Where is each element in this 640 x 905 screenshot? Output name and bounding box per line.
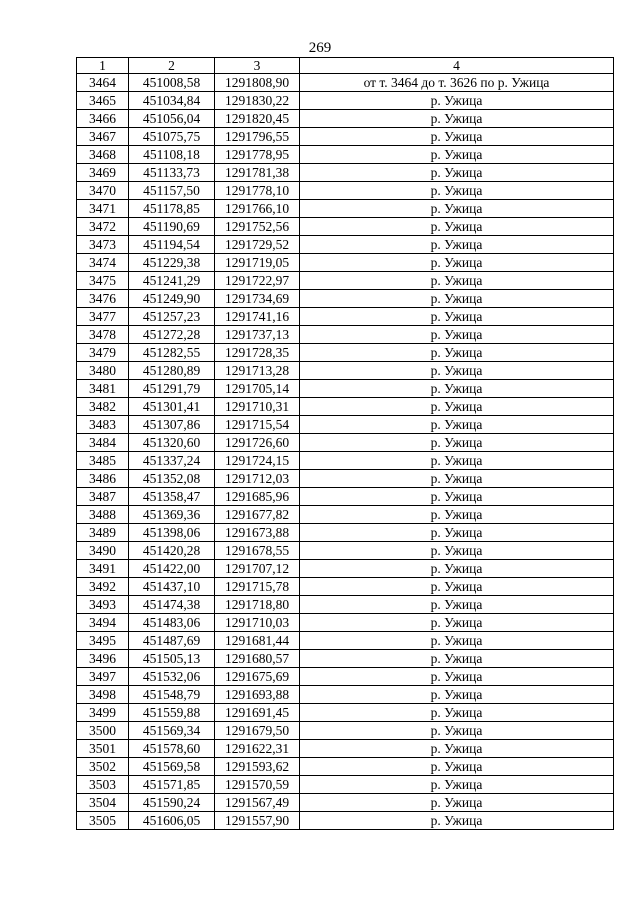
x-coordinate-cell: 451178,85 <box>129 200 215 218</box>
x-coordinate-cell: 451578,60 <box>129 740 215 758</box>
table-row <box>77 794 614 812</box>
y-coordinate-cell: 1291718,80 <box>215 596 300 614</box>
description-cell: р. Ужица <box>300 110 614 128</box>
description-cell: р. Ужица <box>300 506 614 524</box>
y-coordinate-cell: 1291808,90 <box>215 74 300 92</box>
y-coordinate-cell: 1291622,31 <box>215 740 300 758</box>
y-coordinate-cell: 1291673,88 <box>215 524 300 542</box>
x-coordinate-cell: 451133,73 <box>129 164 215 182</box>
description-cell: р. Ужица <box>300 254 614 272</box>
y-coordinate-cell: 1291741,16 <box>215 308 300 326</box>
y-coordinate-cell: 1291710,31 <box>215 398 300 416</box>
table-row <box>77 758 614 776</box>
table-row <box>77 290 614 308</box>
point-number-cell: 3473 <box>77 236 129 254</box>
table-row <box>77 722 614 740</box>
description-cell: р. Ужица <box>300 164 614 182</box>
point-number-cell: 3465 <box>77 92 129 110</box>
point-number-cell: 3475 <box>77 272 129 290</box>
x-coordinate-cell: 451422,00 <box>129 560 215 578</box>
column-header-3: 3 <box>215 58 300 74</box>
description-cell: р. Ужица <box>300 92 614 110</box>
table-row <box>77 380 614 398</box>
point-number-cell: 3489 <box>77 524 129 542</box>
description-cell: р. Ужица <box>300 362 614 380</box>
point-number-cell: 3495 <box>77 632 129 650</box>
table-row <box>77 110 614 128</box>
x-coordinate-cell: 451606,05 <box>129 812 215 830</box>
table-row <box>77 164 614 182</box>
table-row <box>77 488 614 506</box>
table-row <box>77 740 614 758</box>
x-coordinate-cell: 451559,88 <box>129 704 215 722</box>
point-number-cell: 3482 <box>77 398 129 416</box>
table-row <box>77 776 614 794</box>
y-coordinate-cell: 1291766,10 <box>215 200 300 218</box>
x-coordinate-cell: 451008,58 <box>129 74 215 92</box>
table-row <box>77 218 614 236</box>
x-coordinate-cell: 451571,85 <box>129 776 215 794</box>
table-row <box>77 686 614 704</box>
description-cell: р. Ужица <box>300 398 614 416</box>
point-number-cell: 3503 <box>77 776 129 794</box>
y-coordinate-cell: 1291681,44 <box>215 632 300 650</box>
point-number-cell: 3472 <box>77 218 129 236</box>
table-row <box>77 632 614 650</box>
table-row <box>77 560 614 578</box>
point-number-cell: 3470 <box>77 182 129 200</box>
x-coordinate-cell: 451282,55 <box>129 344 215 362</box>
y-coordinate-cell: 1291722,97 <box>215 272 300 290</box>
y-coordinate-cell: 1291737,13 <box>215 326 300 344</box>
table-row <box>77 344 614 362</box>
description-cell: р. Ужица <box>300 218 614 236</box>
table-row <box>77 254 614 272</box>
point-number-cell: 3499 <box>77 704 129 722</box>
page-number: 269 <box>308 40 332 56</box>
x-coordinate-cell: 451320,60 <box>129 434 215 452</box>
point-number-cell: 3504 <box>77 794 129 812</box>
y-coordinate-cell: 1291715,54 <box>215 416 300 434</box>
point-number-cell: 3467 <box>77 128 129 146</box>
y-coordinate-cell: 1291710,03 <box>215 614 300 632</box>
description-cell: р. Ужица <box>300 182 614 200</box>
description-cell: р. Ужица <box>300 704 614 722</box>
description-cell: р. Ужица <box>300 614 614 632</box>
point-number-cell: 3471 <box>77 200 129 218</box>
description-cell: р. Ужица <box>300 758 614 776</box>
x-coordinate-cell: 451398,06 <box>129 524 215 542</box>
description-cell: р. Ужица <box>300 488 614 506</box>
table-header-row <box>77 58 614 74</box>
description-cell: р. Ужица <box>300 416 614 434</box>
x-coordinate-cell: 451569,34 <box>129 722 215 740</box>
point-number-cell: 3477 <box>77 308 129 326</box>
description-cell: р. Ужица <box>300 470 614 488</box>
y-coordinate-cell: 1291830,22 <box>215 92 300 110</box>
table-row <box>77 272 614 290</box>
x-coordinate-cell: 451301,41 <box>129 398 215 416</box>
y-coordinate-cell: 1291713,28 <box>215 362 300 380</box>
description-cell: р. Ужица <box>300 722 614 740</box>
description-cell: р. Ужица <box>300 686 614 704</box>
point-number-cell: 3500 <box>77 722 129 740</box>
x-coordinate-cell: 451358,47 <box>129 488 215 506</box>
x-coordinate-cell: 451108,18 <box>129 146 215 164</box>
table-row <box>77 416 614 434</box>
description-cell: р. Ужица <box>300 380 614 398</box>
description-cell: р. Ужица <box>300 578 614 596</box>
description-cell: р. Ужица <box>300 290 614 308</box>
description-cell: р. Ужица <box>300 308 614 326</box>
y-coordinate-cell: 1291724,15 <box>215 452 300 470</box>
y-coordinate-cell: 1291778,10 <box>215 182 300 200</box>
x-coordinate-cell: 451369,36 <box>129 506 215 524</box>
point-number-cell: 3466 <box>77 110 129 128</box>
x-coordinate-cell: 451307,86 <box>129 416 215 434</box>
description-cell: р. Ужица <box>300 272 614 290</box>
coordinates-table <box>76 57 614 830</box>
y-coordinate-cell: 1291796,55 <box>215 128 300 146</box>
column-header-2: 2 <box>129 58 215 74</box>
y-coordinate-cell: 1291729,52 <box>215 236 300 254</box>
point-number-cell: 3488 <box>77 506 129 524</box>
description-cell: р. Ужица <box>300 524 614 542</box>
y-coordinate-cell: 1291728,35 <box>215 344 300 362</box>
y-coordinate-cell: 1291781,38 <box>215 164 300 182</box>
table-row <box>77 326 614 344</box>
table-row <box>77 506 614 524</box>
description-cell: р. Ужица <box>300 200 614 218</box>
x-coordinate-cell: 451291,79 <box>129 380 215 398</box>
y-coordinate-cell: 1291691,45 <box>215 704 300 722</box>
y-coordinate-cell: 1291693,88 <box>215 686 300 704</box>
y-coordinate-cell: 1291678,55 <box>215 542 300 560</box>
description-cell: р. Ужица <box>300 812 614 830</box>
x-coordinate-cell: 451569,58 <box>129 758 215 776</box>
y-coordinate-cell: 1291752,56 <box>215 218 300 236</box>
x-coordinate-cell: 451272,28 <box>129 326 215 344</box>
point-number-cell: 3492 <box>77 578 129 596</box>
x-coordinate-cell: 451487,69 <box>129 632 215 650</box>
table-row <box>77 308 614 326</box>
table-row <box>77 200 614 218</box>
description-cell: р. Ужица <box>300 128 614 146</box>
y-coordinate-cell: 1291778,95 <box>215 146 300 164</box>
x-coordinate-cell: 451590,24 <box>129 794 215 812</box>
table-row <box>77 668 614 686</box>
x-coordinate-cell: 451241,29 <box>129 272 215 290</box>
point-number-cell: 3505 <box>77 812 129 830</box>
y-coordinate-cell: 1291726,60 <box>215 434 300 452</box>
description-cell: от т. 3464 до т. 3626 по р. Ужица <box>300 74 614 92</box>
table-row <box>77 434 614 452</box>
point-number-cell: 3485 <box>77 452 129 470</box>
description-cell: р. Ужица <box>300 794 614 812</box>
description-cell: р. Ужица <box>300 596 614 614</box>
x-coordinate-cell: 451229,38 <box>129 254 215 272</box>
table-row <box>77 182 614 200</box>
point-number-cell: 3479 <box>77 344 129 362</box>
point-number-cell: 3491 <box>77 560 129 578</box>
table-row <box>77 596 614 614</box>
y-coordinate-cell: 1291734,69 <box>215 290 300 308</box>
x-coordinate-cell: 451505,13 <box>129 650 215 668</box>
description-cell: р. Ужица <box>300 668 614 686</box>
y-coordinate-cell: 1291719,05 <box>215 254 300 272</box>
point-number-cell: 3498 <box>77 686 129 704</box>
point-number-cell: 3494 <box>77 614 129 632</box>
point-number-cell: 3486 <box>77 470 129 488</box>
x-coordinate-cell: 451483,06 <box>129 614 215 632</box>
point-number-cell: 3490 <box>77 542 129 560</box>
x-coordinate-cell: 451194,54 <box>129 236 215 254</box>
point-number-cell: 3497 <box>77 668 129 686</box>
description-cell: р. Ужица <box>300 344 614 362</box>
table-row <box>77 650 614 668</box>
x-coordinate-cell: 451034,84 <box>129 92 215 110</box>
x-coordinate-cell: 451548,79 <box>129 686 215 704</box>
x-coordinate-cell: 451075,75 <box>129 128 215 146</box>
table-row <box>77 146 614 164</box>
description-cell: р. Ужица <box>300 650 614 668</box>
x-coordinate-cell: 451437,10 <box>129 578 215 596</box>
description-cell: р. Ужица <box>300 632 614 650</box>
y-coordinate-cell: 1291680,57 <box>215 650 300 668</box>
table-row <box>77 362 614 380</box>
description-cell: р. Ужица <box>300 326 614 344</box>
point-number-cell: 3483 <box>77 416 129 434</box>
x-coordinate-cell: 451190,69 <box>129 218 215 236</box>
y-coordinate-cell: 1291820,45 <box>215 110 300 128</box>
description-cell: р. Ужица <box>300 560 614 578</box>
y-coordinate-cell: 1291567,49 <box>215 794 300 812</box>
point-number-cell: 3468 <box>77 146 129 164</box>
table-row <box>77 704 614 722</box>
table-row <box>77 236 614 254</box>
y-coordinate-cell: 1291715,78 <box>215 578 300 596</box>
x-coordinate-cell: 451249,90 <box>129 290 215 308</box>
table-row <box>77 542 614 560</box>
x-coordinate-cell: 451280,89 <box>129 362 215 380</box>
description-cell: р. Ужица <box>300 740 614 758</box>
description-cell: р. Ужица <box>300 776 614 794</box>
y-coordinate-cell: 1291675,69 <box>215 668 300 686</box>
point-number-cell: 3487 <box>77 488 129 506</box>
column-header-1: 1 <box>77 58 129 74</box>
x-coordinate-cell: 451337,24 <box>129 452 215 470</box>
table-row <box>77 398 614 416</box>
y-coordinate-cell: 1291685,96 <box>215 488 300 506</box>
point-number-cell: 3496 <box>77 650 129 668</box>
x-coordinate-cell: 451157,50 <box>129 182 215 200</box>
table-row <box>77 452 614 470</box>
description-cell: р. Ужица <box>300 434 614 452</box>
point-number-cell: 3469 <box>77 164 129 182</box>
table-row <box>77 74 614 92</box>
description-cell: р. Ужица <box>300 542 614 560</box>
x-coordinate-cell: 451257,23 <box>129 308 215 326</box>
x-coordinate-cell: 451352,08 <box>129 470 215 488</box>
point-number-cell: 3476 <box>77 290 129 308</box>
point-number-cell: 3502 <box>77 758 129 776</box>
table-row <box>77 578 614 596</box>
point-number-cell: 3484 <box>77 434 129 452</box>
y-coordinate-cell: 1291712,03 <box>215 470 300 488</box>
table-row <box>77 470 614 488</box>
x-coordinate-cell: 451532,06 <box>129 668 215 686</box>
table-row <box>77 812 614 830</box>
table-row <box>77 524 614 542</box>
y-coordinate-cell: 1291705,14 <box>215 380 300 398</box>
table-row <box>77 128 614 146</box>
point-number-cell: 3501 <box>77 740 129 758</box>
y-coordinate-cell: 1291557,90 <box>215 812 300 830</box>
y-coordinate-cell: 1291679,50 <box>215 722 300 740</box>
table-row <box>77 614 614 632</box>
description-cell: р. Ужица <box>300 452 614 470</box>
x-coordinate-cell: 451420,28 <box>129 542 215 560</box>
y-coordinate-cell: 1291570,59 <box>215 776 300 794</box>
table-body <box>77 74 614 830</box>
x-coordinate-cell: 451056,04 <box>129 110 215 128</box>
point-number-cell: 3474 <box>77 254 129 272</box>
y-coordinate-cell: 1291593,62 <box>215 758 300 776</box>
point-number-cell: 3493 <box>77 596 129 614</box>
point-number-cell: 3478 <box>77 326 129 344</box>
column-header-4: 4 <box>300 58 614 74</box>
description-cell: р. Ужица <box>300 236 614 254</box>
point-number-cell: 3481 <box>77 380 129 398</box>
y-coordinate-cell: 1291677,82 <box>215 506 300 524</box>
table-row <box>77 92 614 110</box>
y-coordinate-cell: 1291707,12 <box>215 560 300 578</box>
description-cell: р. Ужица <box>300 146 614 164</box>
x-coordinate-cell: 451474,38 <box>129 596 215 614</box>
point-number-cell: 3480 <box>77 362 129 380</box>
point-number-cell: 3464 <box>77 74 129 92</box>
